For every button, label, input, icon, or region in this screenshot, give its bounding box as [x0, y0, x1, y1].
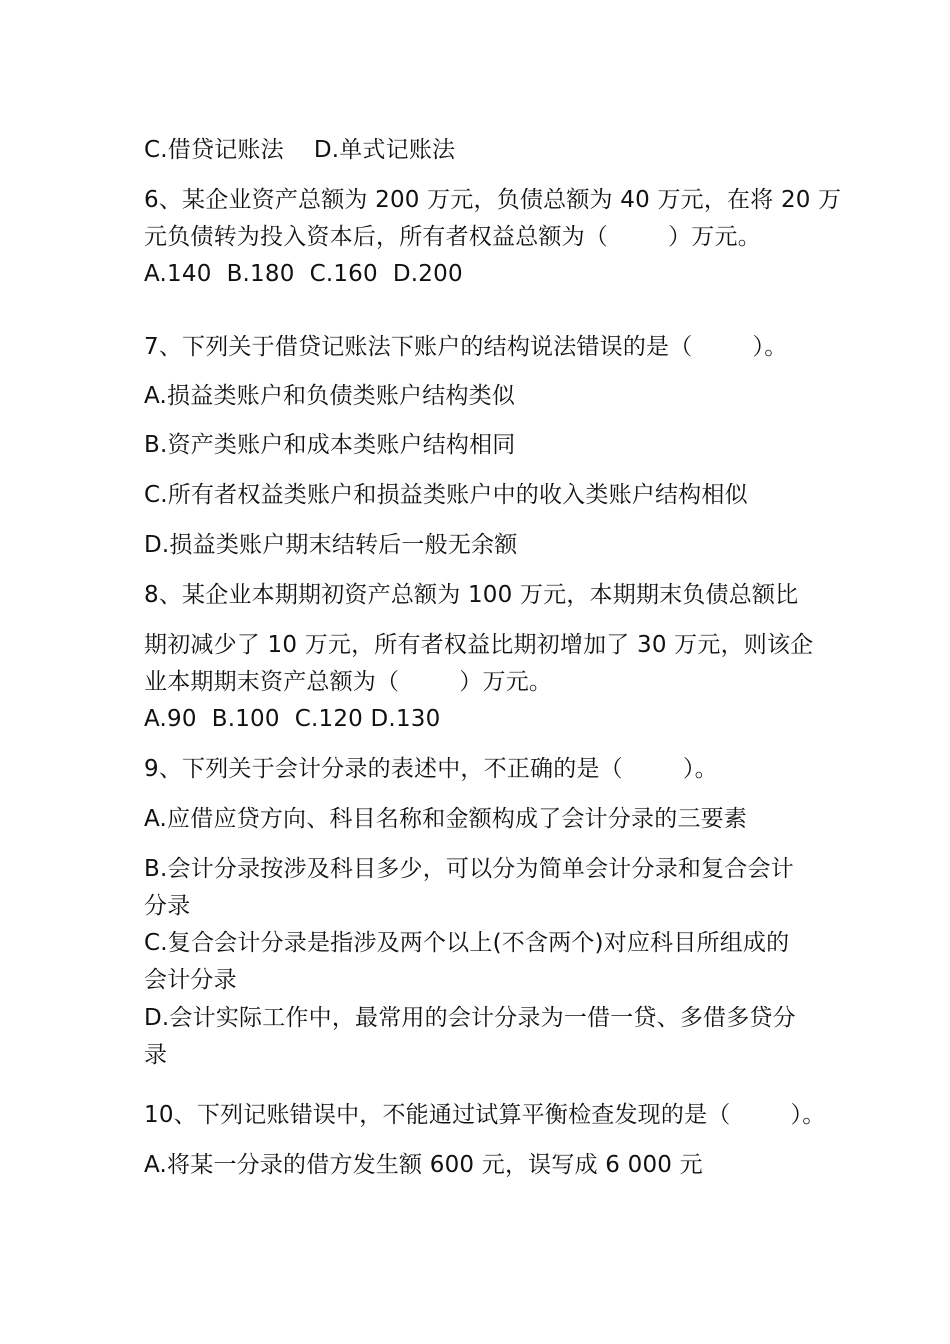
question-7-stem: 7、下列关于借贷记账法下账户的结构说法错误的是（ ）。	[144, 334, 788, 360]
question-7-option-a: A.损益类账户和负债类账户结构类似	[144, 383, 516, 409]
question-6-options: A.140 B.180 C.160 D.200	[144, 261, 463, 287]
question-8-options: A.90 B.100 C.120 D.130	[144, 706, 441, 732]
text-line-option-c-d: C.借贷记账法 D.单式记账法	[144, 137, 456, 163]
question-9-option-b-line-1: B.会计分录按涉及科目多少，可以分为简单会计分录和复合会计	[144, 856, 794, 882]
question-7-option-d: D.损益类账户期末结转后一般无余额	[144, 532, 518, 558]
question-8-line-3: 业本期期末资产总额为（ ）万元。	[144, 669, 553, 695]
question-9-option-b-line-2: 分录	[144, 893, 191, 919]
question-8-line-2: 期初减少了 10 万元，所有者权益比期初增加了 30 万元，则该企	[144, 632, 814, 658]
question-9-option-d-line-1: D.会计实际工作中，最常用的会计分录为一借一贷、多借多贷分	[144, 1005, 796, 1031]
question-9-stem: 9、下列关于会计分录的表述中，不正确的是（ ）。	[144, 756, 718, 782]
question-6-line-2: 元负债转为投入资本后，所有者权益总额为（ ）万元。	[144, 224, 761, 250]
question-6-line-1: 6、某企业资产总额为 200 万元，负债总额为 40 万元，在将 20 万	[144, 187, 842, 213]
question-9-option-d-line-2: 录	[144, 1042, 168, 1068]
question-7-option-c: C.所有者权益类账户和损益类账户中的收入类账户结构相似	[144, 482, 748, 508]
question-9-option-c-line-1: C.复合会计分录是指涉及两个以上(不含两个)对应科目所组成的	[144, 930, 790, 956]
question-10-stem: 10、下列记账错误中，不能通过试算平衡检查发现的是（ ）。	[144, 1102, 826, 1128]
question-7-option-b: B.资产类账户和成本类账户结构相同	[144, 432, 516, 458]
question-9-option-c-line-2: 会计分录	[144, 967, 237, 993]
question-10-option-a: A.将某一分录的借方发生额 600 元，误写成 6 000 元	[144, 1152, 703, 1178]
question-8-line-1: 8、某企业本期期初资产总额为 100 万元，本期期末负债总额比	[144, 582, 799, 608]
question-9-option-a: A.应借应贷方向、科目名称和金额构成了会计分录的三要素	[144, 806, 748, 832]
